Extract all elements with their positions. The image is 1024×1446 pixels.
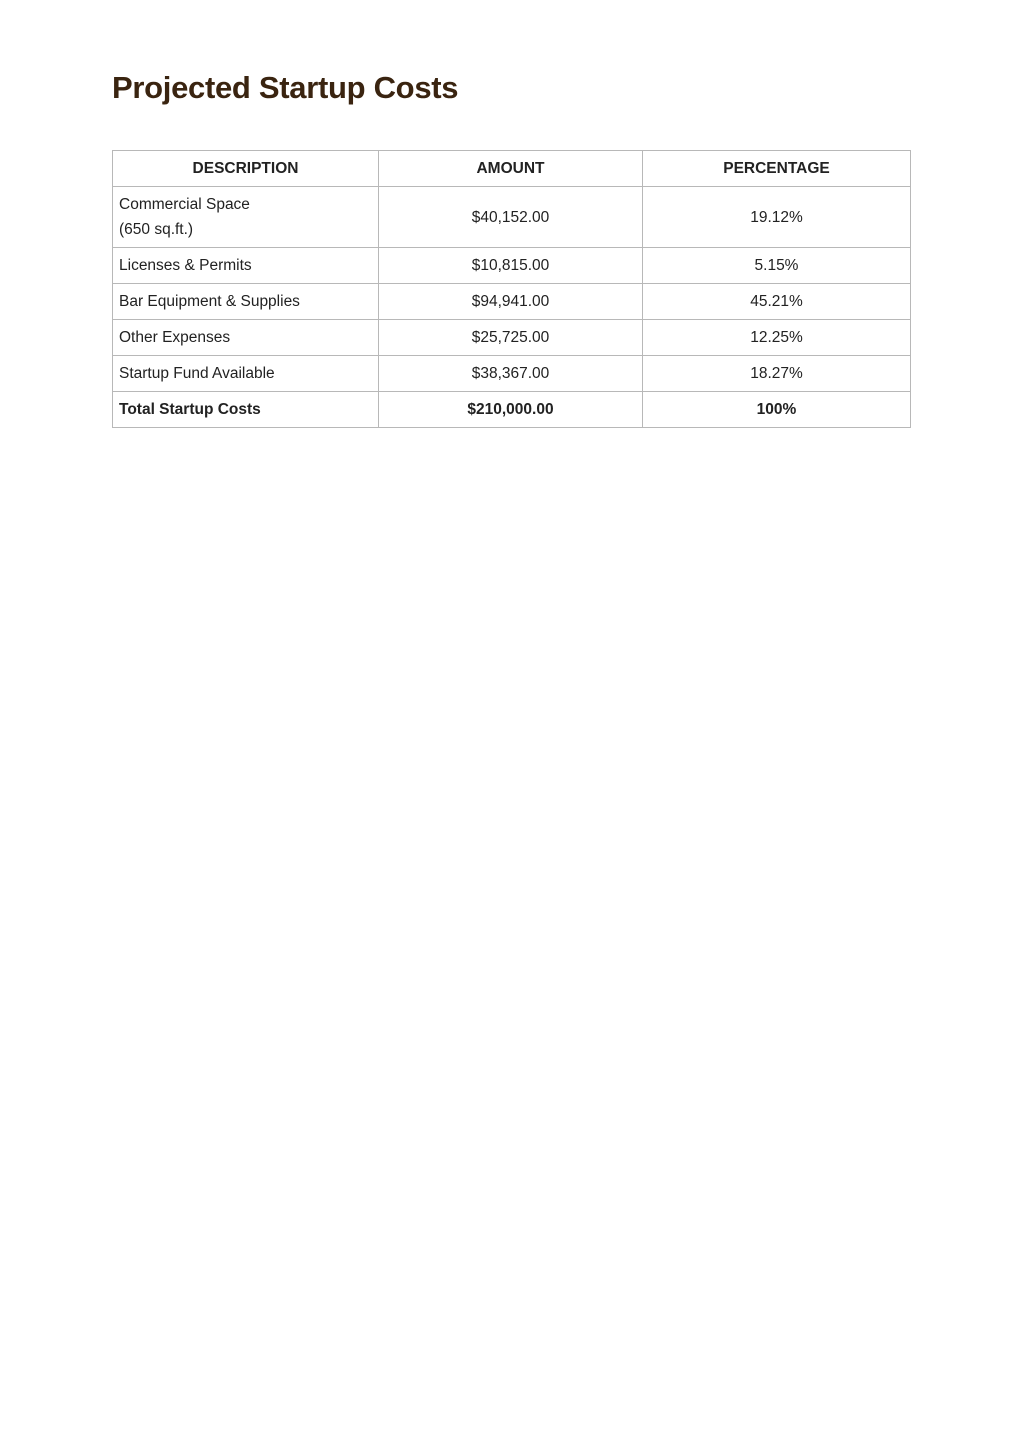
row-description-line: Commercial Space — [119, 196, 250, 213]
startup-costs-table — [112, 150, 911, 428]
row-amount: $94,941.00 — [379, 284, 643, 320]
table-row — [113, 248, 911, 284]
page-title: Projected Startup Costs — [112, 70, 459, 105]
total-amount: $210,000.00 — [379, 392, 643, 428]
total-description: Total Startup Costs — [113, 392, 379, 428]
table-header-row — [113, 151, 911, 187]
row-percentage: 12.25% — [643, 320, 911, 356]
row-description: Licenses & Permits — [113, 248, 379, 284]
column-header-percentage: PERCENTAGE — [643, 151, 911, 187]
table-row — [113, 284, 911, 320]
row-description — [113, 187, 379, 248]
row-percentage: 19.12% — [643, 187, 911, 248]
row-description: Startup Fund Available — [113, 356, 379, 392]
row-description-line: (650 sq.ft.) — [119, 221, 194, 238]
column-header-description: DESCRIPTION — [113, 151, 379, 187]
table-row — [113, 320, 911, 356]
table-row — [113, 356, 911, 392]
row-amount: $25,725.00 — [379, 320, 643, 356]
row-amount: $38,367.00 — [379, 356, 643, 392]
row-percentage: 5.15% — [643, 248, 911, 284]
row-amount: $10,815.00 — [379, 248, 643, 284]
column-header-amount: AMOUNT — [379, 151, 643, 187]
row-percentage: 18.27% — [643, 356, 911, 392]
total-row — [113, 392, 911, 428]
row-description: Other Expenses — [113, 320, 379, 356]
row-description: Bar Equipment & Supplies — [113, 284, 379, 320]
row-percentage: 45.21% — [643, 284, 911, 320]
table-row — [113, 187, 911, 248]
total-percentage: 100% — [643, 392, 911, 428]
row-amount: $40,152.00 — [379, 187, 643, 248]
